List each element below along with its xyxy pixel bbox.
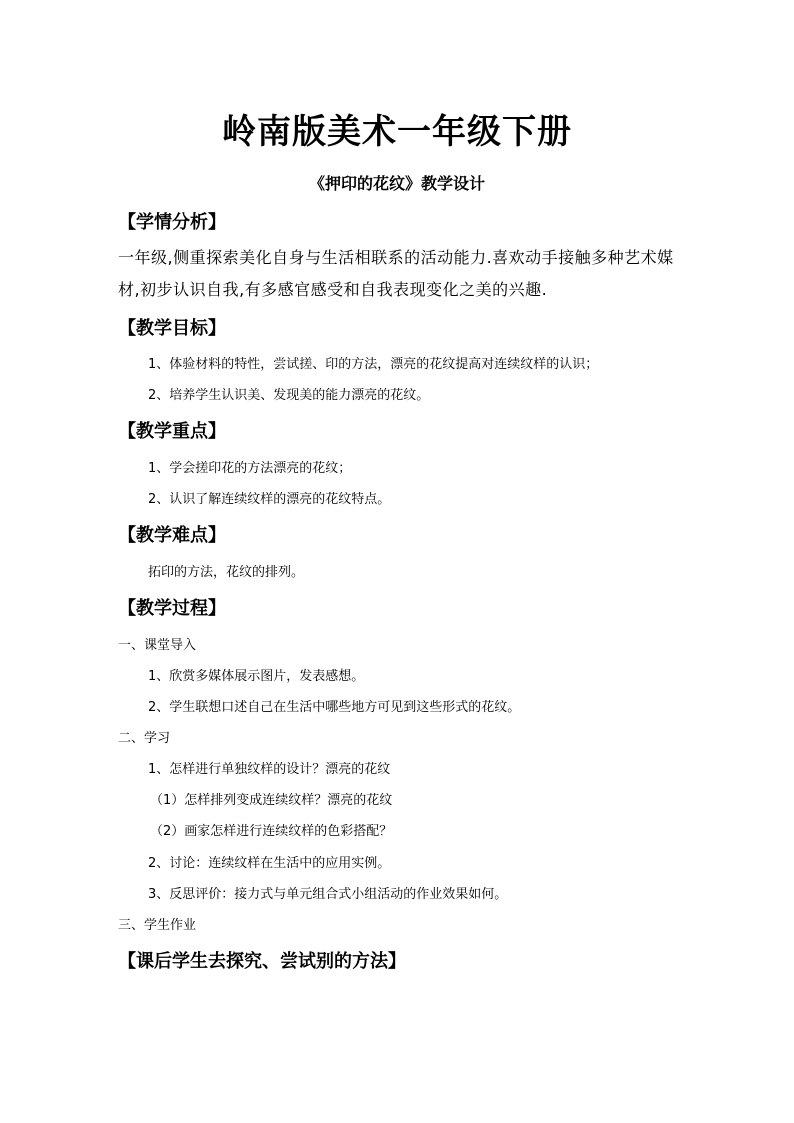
heading-process: 【教学过程】 xyxy=(118,598,226,619)
process-study-subitem-1: （1）怎样排列变成连续纹样？漂亮的花纹 xyxy=(150,793,393,808)
analysis-line-2: 材,初步认识自我,有多感官感受和自我表现变化之美的兴趣. xyxy=(118,280,548,299)
process-study-item-3: 3、反思评价：接力式与单元组合式小组活动的作业效果如何。 xyxy=(148,887,508,902)
process-step-intro: 一、课堂导入 xyxy=(118,638,197,653)
goal-item-2: 2、培养学生认识美、发现美的能力漂亮的花纹。 xyxy=(148,388,430,403)
process-intro-item-2: 2、学生联想口述自己在生活中哪些地方可见到这些形式的花纹。 xyxy=(148,700,521,715)
process-study-item-2: 2、讨论：连续纹样在生活中的应用实例。 xyxy=(148,856,391,871)
process-study-item-1: 1、怎样进行单独纹样的设计？漂亮的花纹 xyxy=(148,762,391,777)
heading-difficulties: 【教学难点】 xyxy=(118,525,226,546)
goal-item-1: 1、体验材料的特性，尝试搓、印的方法，漂亮的花纹提高对连续纹样的认识； xyxy=(148,357,599,372)
key-point-item-1: 1、学会搓印花的方法漂亮的花纹； xyxy=(148,461,352,476)
document-subtitle: 《押印的花纹》教学设计 xyxy=(308,174,485,193)
document-title: 岭南版美术一年级下册 xyxy=(222,112,572,152)
heading-key-points: 【教学重点】 xyxy=(118,421,226,442)
analysis-line-1: 一年级,侧重探索美化自身与生活相联系的活动能力.喜欢动手接触多种艺术媒 xyxy=(118,248,674,267)
difficulty-item-1: 拓印的方法，花纹的排列。 xyxy=(148,565,305,580)
key-point-item-2: 2、认识了解连续纹样的漂亮的花纹特点。 xyxy=(148,492,391,507)
heading-after-class: 【课后学生去探究、尝试别的方法】 xyxy=(118,951,406,972)
process-study-subitem-2: （2）画家怎样进行连续纹样的色彩搭配？ xyxy=(150,824,393,839)
heading-goals: 【教学目标】 xyxy=(118,318,226,339)
process-intro-item-1: 1、欣赏多媒体展示图片，发表感想。 xyxy=(148,669,365,684)
heading-analysis: 【学情分析】 xyxy=(118,212,226,233)
process-step-homework: 三、学生作业 xyxy=(118,918,197,933)
process-step-study: 二、学习 xyxy=(118,731,171,746)
